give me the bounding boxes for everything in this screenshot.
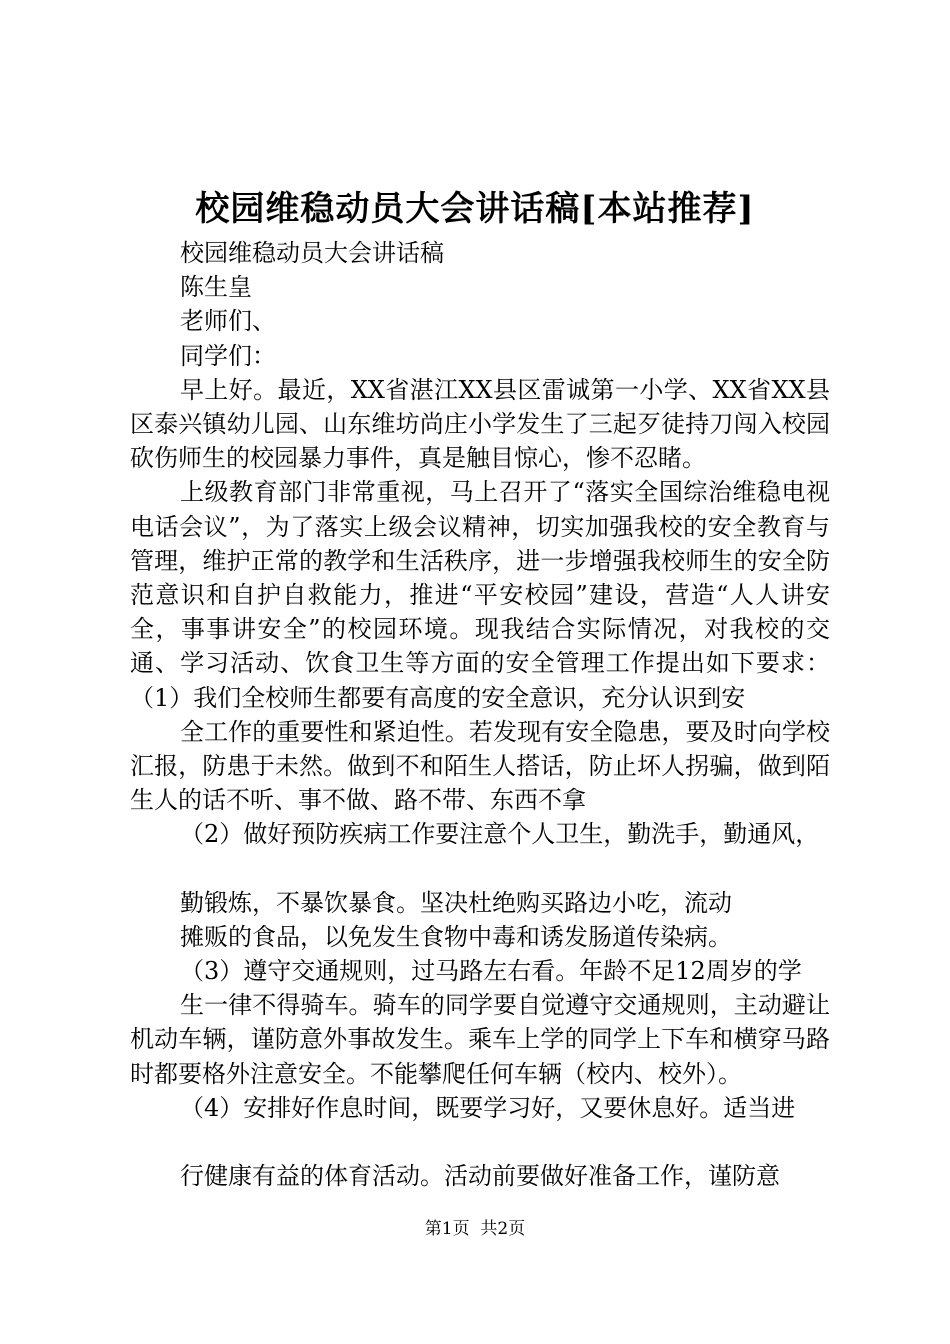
body-paragraph: （3）遵守交通规则，过马路左右看。年龄不足12周岁的学 <box>180 957 802 986</box>
page-footer: 第1页 共2页 <box>424 1219 526 1239</box>
author-paragraph: 陈生皇 <box>180 273 252 302</box>
body-paragraph: 勤锻炼，不暴饮暴食。坚决杜绝购买路边小吃，流动 <box>180 888 732 917</box>
salutation-teachers: 老师们、 <box>180 307 276 336</box>
body-paragraph: （2）做好预防疾病工作要注意个人卫生，勤洗手，勤通风， <box>180 820 820 849</box>
body-paragraph: 摊贩的食品，以免发生食物中毒和诱发肠道传染病。 <box>180 922 732 951</box>
subtitle-paragraph: 校园维稳动员大会讲话稿 <box>180 239 444 267</box>
body-paragraph: 早上好。最近，XX省湛江XX县区雷诚第一小学、XX省XX县区泰兴镇幼儿园、山东维坊尚庄小学发生了三起歹徒持刀闯入校园砍伤师生的校园暴力事件，真是触目惊心，惨不忍睹。 <box>130 375 830 473</box>
document-body <box>130 236 830 1193</box>
document-title: 校园维稳动员大会讲话稿[本站推荐] <box>195 189 755 229</box>
body-paragraph: （4）安排好作息时间，既要学习好，又要休息好。适当进 <box>180 1093 796 1122</box>
body-paragraph: 上级教育部门非常重视，马上召开了“落实全国综治维稳电视电话会议”，为了落实上级会议精神，切实加强我校的安全教育与管理，维护正常的教学和生活秩序，进一步增强我校师生的安全防范意识和自护自救能力，推进“平安校园”建设，营造“人人讲安全，事事讲安全”的校园环境。现我结合实际情况，对我校的交通、学习活动、饮食卫生等方面的安全管理工作提出如下要求：（1）我们全校师生都要有高度的安全意识，充分认识到安 <box>130 478 830 712</box>
salutation-students: 同学们： <box>180 341 276 370</box>
body-paragraph: 生一律不得骑车。骑车的同学要自觉遵守交通规则，主动避让机动车辆，谨防意外事故发生。乘车上学的同学上下车和横穿马路时都要格外注意安全。不能攀爬任何车辆（校内、校外）。 <box>130 991 830 1088</box>
body-paragraph: 行健康有益的体育活动。活动前要做好准备工作，谨防意 <box>180 1162 780 1191</box>
body-paragraph: 全工作的重要性和紧迫性。若发现有安全隐患，要及时向学校汇报，防患于未然。做到不和陌生人搭话，防止坏人拐骗，做到陌生人的话不听、事不做、路不带、东西不拿 <box>130 717 830 815</box>
